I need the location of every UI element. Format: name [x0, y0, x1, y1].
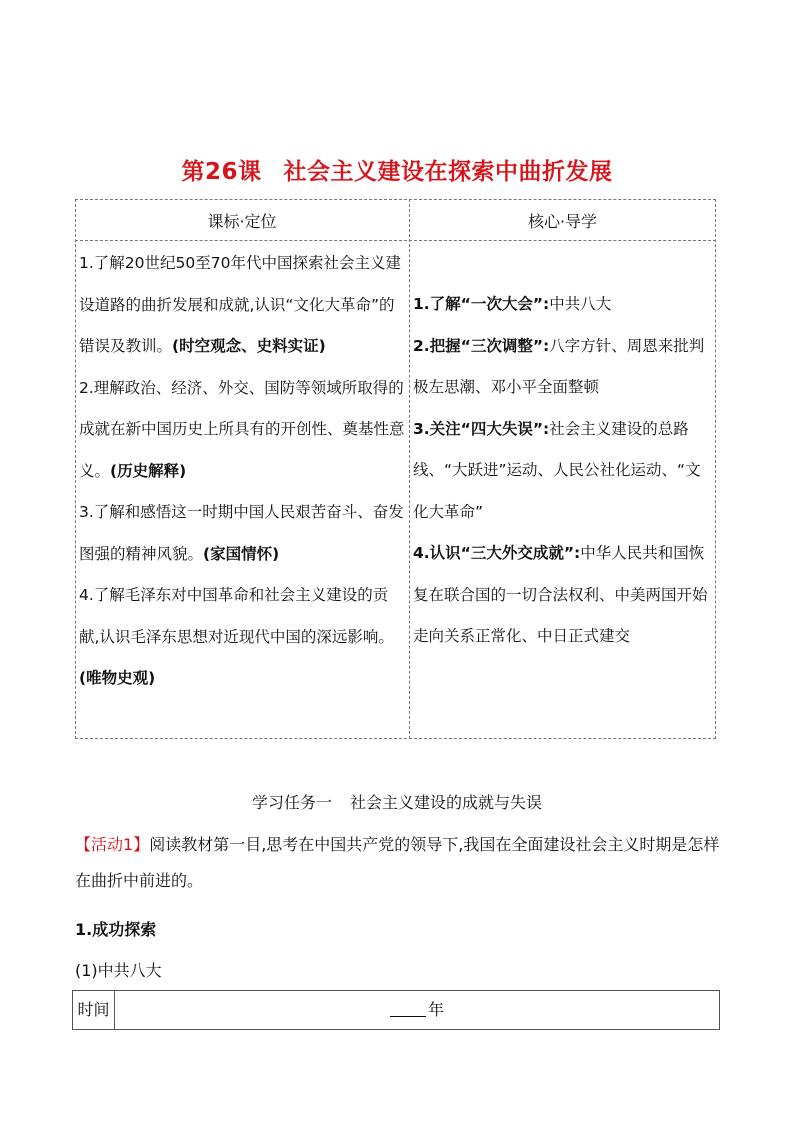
- header-guide: 核心·导学: [527, 212, 598, 231]
- lesson-title: 社会主义建设在探索中曲折发展: [283, 159, 613, 185]
- learning-task-heading: [0, 790, 794, 813]
- activity-text: 阅读教材第一目,思考在中国共产党的领导下,我国在全面建设社会主义时期是怎样在曲折中前进的。: [75, 835, 720, 890]
- table-header-divider: [75, 240, 716, 241]
- page-title: [0, 153, 794, 186]
- guide-item-1: 1.了解“一次大会”:中共八大: [413, 295, 612, 313]
- lesson-number: 第26课: [181, 159, 262, 185]
- year-suffix: 年: [427, 1000, 444, 1019]
- standard-item-2: 2.理解政治、经济、外交、国防等领域所取得的成就在新中国历史上所具有的开创性、奠基性意义。(历史解释): [79, 378, 405, 480]
- time-label: 时间: [73, 991, 115, 1029]
- table-column-divider: [409, 199, 410, 739]
- task-title: 社会主义建设的成就与失误: [350, 793, 543, 812]
- header-standards: 课标·定位: [207, 212, 277, 231]
- standards-cell: [79, 243, 408, 700]
- time-answer-cell: [115, 991, 719, 1029]
- section-heading: 1.成功探索: [75, 920, 157, 939]
- activity-tag: 【活动1】: [75, 835, 150, 854]
- guide-cell: [413, 284, 715, 658]
- standard-item-1: 1.了解20世纪50至70年代中国探索社会主义建设道路的曲折发展和成就,认识“文化大革命”的错误及教训。(时空观念、史料实证): [79, 254, 401, 355]
- activity-paragraph: [75, 827, 720, 899]
- guide-item-2: 2.把握“三次调整”:八字方针、周恩来批判极左思潮、邓小平全面整顿: [413, 336, 705, 396]
- guide-item-3: 3.关注“四大失误”:社会主义建设的总路线、“大跃进”运动、人民公社化运动、“文化大革命”: [413, 419, 701, 521]
- guide-item-4: 4.认识“三大外交成就”:中华人民共和国恢复在联合国的一切合法权利、中美两国开始走向关系正常化、中日正式建交: [413, 544, 708, 645]
- fill-in-table: [72, 990, 720, 1030]
- task-label: 学习任务一: [251, 793, 332, 812]
- answer-blank[interactable]: [390, 1000, 426, 1017]
- standard-item-4: 4.了解毛泽东对中国革命和社会主义建设的贡献,认识毛泽东思想对近现代中国的深远影响。(唯物史观): [79, 586, 394, 687]
- subsection-heading: (1)中共八大: [75, 961, 162, 980]
- standard-item-3: 3.了解和感悟这一时期中国人民艰苦奋斗、奋发图强的精神风貌。(家国情怀): [79, 503, 404, 563]
